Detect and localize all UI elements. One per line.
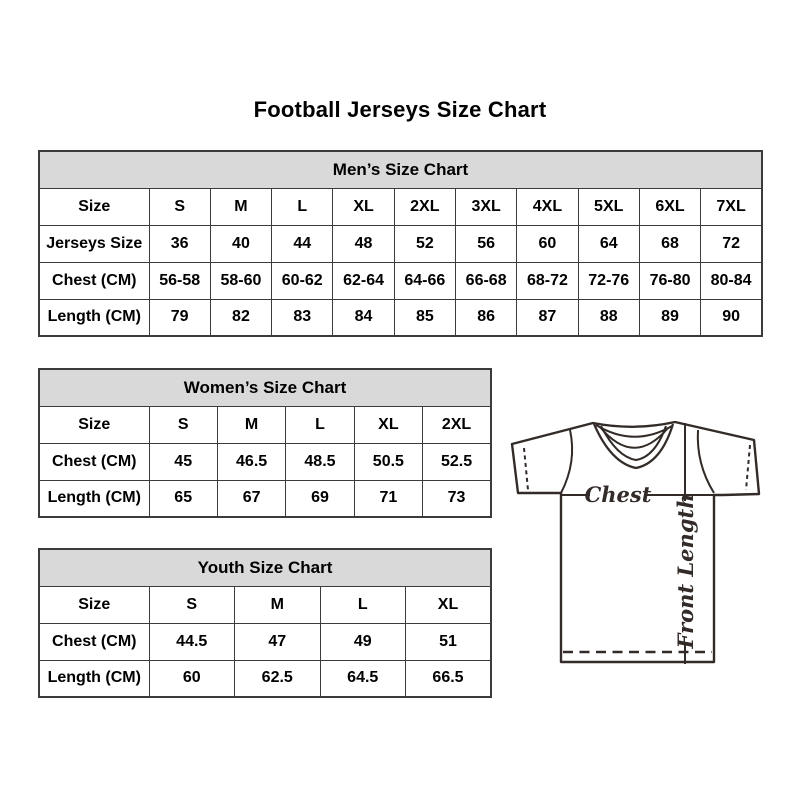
value-cell: 48 bbox=[333, 225, 394, 262]
row-label-cell: Chest (CM) bbox=[39, 443, 149, 480]
youth-size-chart-table bbox=[38, 548, 492, 698]
table-row bbox=[39, 443, 491, 480]
value-cell: 88 bbox=[578, 299, 639, 336]
value-cell: 5XL bbox=[578, 188, 639, 225]
value-cell: 58-60 bbox=[210, 262, 271, 299]
value-cell: 87 bbox=[517, 299, 578, 336]
womens-table-title: Women’s Size Chart bbox=[39, 369, 491, 406]
row-label-cell: Size bbox=[39, 406, 149, 443]
value-cell: XL bbox=[354, 406, 422, 443]
value-cell: L bbox=[286, 406, 354, 443]
row-label-cell: Jerseys Size bbox=[39, 225, 149, 262]
value-cell: 52.5 bbox=[423, 443, 491, 480]
chest-label: Chest bbox=[584, 482, 652, 507]
table-row bbox=[39, 623, 491, 660]
table-header-row bbox=[39, 151, 762, 188]
value-cell: 51 bbox=[406, 623, 492, 660]
value-cell: 67 bbox=[217, 480, 285, 517]
value-cell: 60 bbox=[149, 660, 235, 697]
value-cell: 44.5 bbox=[149, 623, 235, 660]
value-cell: 47 bbox=[235, 623, 321, 660]
value-cell: 90 bbox=[701, 299, 762, 336]
value-cell: 72-76 bbox=[578, 262, 639, 299]
youth-table-body bbox=[39, 586, 491, 697]
value-cell: 79 bbox=[149, 299, 210, 336]
value-cell: 52 bbox=[394, 225, 455, 262]
value-cell: M bbox=[235, 586, 321, 623]
value-cell: 36 bbox=[149, 225, 210, 262]
value-cell: 62-64 bbox=[333, 262, 394, 299]
jersey-outline bbox=[512, 422, 759, 662]
value-cell: 89 bbox=[639, 299, 700, 336]
mens-table-title: Men’s Size Chart bbox=[39, 151, 762, 188]
value-cell: 49 bbox=[320, 623, 406, 660]
value-cell: L bbox=[272, 188, 333, 225]
value-cell: 50.5 bbox=[354, 443, 422, 480]
row-label-cell: Size bbox=[39, 586, 149, 623]
value-cell: 2XL bbox=[423, 406, 491, 443]
table-row bbox=[39, 480, 491, 517]
value-cell: 72 bbox=[701, 225, 762, 262]
value-cell: 68-72 bbox=[517, 262, 578, 299]
value-cell: 6XL bbox=[639, 188, 700, 225]
value-cell: M bbox=[217, 406, 285, 443]
table-row bbox=[39, 299, 762, 336]
value-cell: L bbox=[320, 586, 406, 623]
table-header-row bbox=[39, 369, 491, 406]
value-cell: 56 bbox=[455, 225, 516, 262]
value-cell: 85 bbox=[394, 299, 455, 336]
value-cell: 66-68 bbox=[455, 262, 516, 299]
table-header-row bbox=[39, 549, 491, 586]
value-cell: XL bbox=[406, 586, 492, 623]
value-cell: 4XL bbox=[517, 188, 578, 225]
row-label-cell: Chest (CM) bbox=[39, 623, 149, 660]
value-cell: S bbox=[149, 586, 235, 623]
value-cell: 80-84 bbox=[701, 262, 762, 299]
table-row bbox=[39, 586, 491, 623]
value-cell: 84 bbox=[333, 299, 394, 336]
value-cell: 76-80 bbox=[639, 262, 700, 299]
value-cell: 83 bbox=[272, 299, 333, 336]
value-cell: 2XL bbox=[394, 188, 455, 225]
value-cell: S bbox=[149, 188, 210, 225]
value-cell: 60-62 bbox=[272, 262, 333, 299]
front-length-label: Front Length bbox=[673, 493, 698, 649]
value-cell: 40 bbox=[210, 225, 271, 262]
value-cell: 45 bbox=[149, 443, 217, 480]
value-cell: 86 bbox=[455, 299, 516, 336]
value-cell: 64 bbox=[578, 225, 639, 262]
value-cell: 71 bbox=[354, 480, 422, 517]
value-cell: 60 bbox=[517, 225, 578, 262]
page-title: Football Jerseys Size Chart bbox=[253, 97, 547, 122]
row-label-cell: Chest (CM) bbox=[39, 262, 149, 299]
row-label-cell: Length (CM) bbox=[39, 299, 149, 336]
womens-table-body bbox=[39, 406, 491, 517]
table-row bbox=[39, 660, 491, 697]
value-cell: 66.5 bbox=[406, 660, 492, 697]
table-row bbox=[39, 406, 491, 443]
value-cell: XL bbox=[333, 188, 394, 225]
row-label-cell: Size bbox=[39, 188, 149, 225]
value-cell: 56-58 bbox=[149, 262, 210, 299]
value-cell: 82 bbox=[210, 299, 271, 336]
value-cell: 65 bbox=[149, 480, 217, 517]
jersey-measurement-diagram bbox=[504, 406, 776, 668]
row-label-cell: Length (CM) bbox=[39, 480, 149, 517]
value-cell: 46.5 bbox=[217, 443, 285, 480]
value-cell: 68 bbox=[639, 225, 700, 262]
value-cell: 3XL bbox=[455, 188, 516, 225]
mens-size-chart-table bbox=[38, 150, 763, 337]
value-cell: 48.5 bbox=[286, 443, 354, 480]
value-cell: 64.5 bbox=[320, 660, 406, 697]
table-row bbox=[39, 188, 762, 225]
value-cell: S bbox=[149, 406, 217, 443]
value-cell: 73 bbox=[423, 480, 491, 517]
row-label-cell: Length (CM) bbox=[39, 660, 149, 697]
value-cell: 7XL bbox=[701, 188, 762, 225]
table-row bbox=[39, 262, 762, 299]
value-cell: 44 bbox=[272, 225, 333, 262]
womens-size-chart-table bbox=[38, 368, 492, 518]
value-cell: M bbox=[210, 188, 271, 225]
value-cell: 64-66 bbox=[394, 262, 455, 299]
value-cell: 69 bbox=[286, 480, 354, 517]
youth-table-title: Youth Size Chart bbox=[39, 549, 491, 586]
mens-table-body bbox=[39, 188, 762, 336]
table-row bbox=[39, 225, 762, 262]
value-cell: 62.5 bbox=[235, 660, 321, 697]
